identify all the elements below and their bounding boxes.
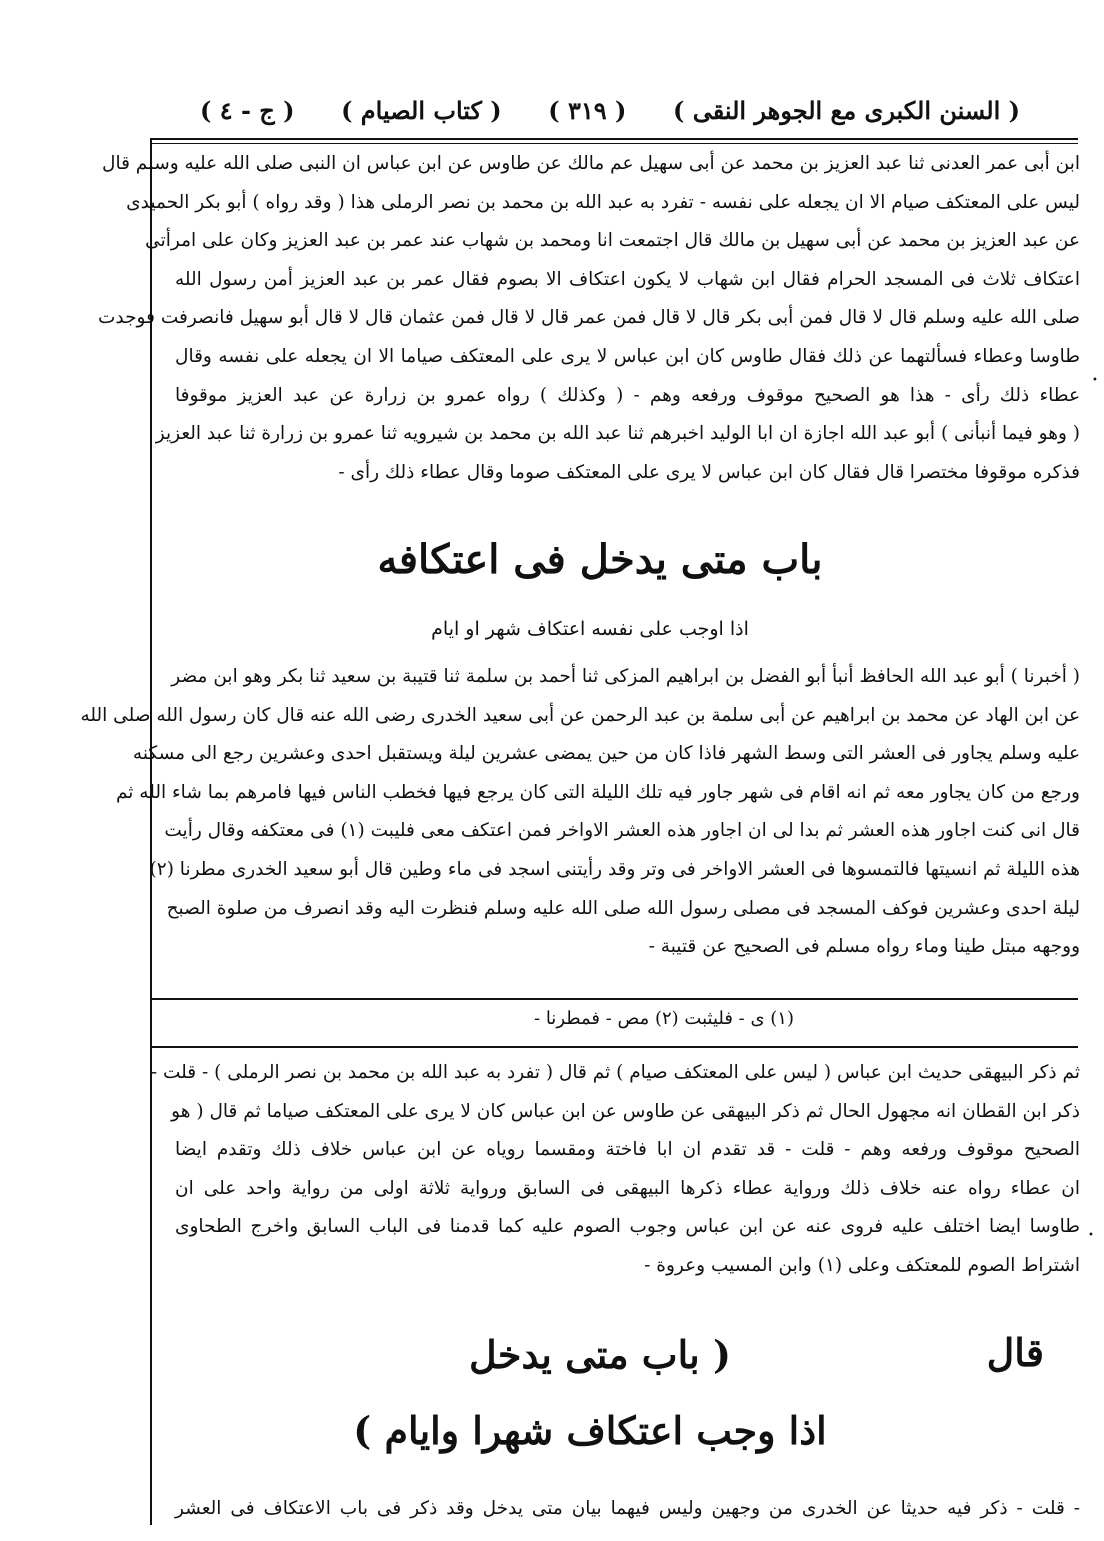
text-line: ( وهو فيما أنبأنى ) أبو عبد الله اجازة ان ابا الوليد اخبرهم ثنا عبد الله بن محمد بن شيرويه ثنا عمرو بن زرارة ثنا عبد العزيز — [155, 423, 1080, 445]
text-line: هذه الليلة ثم انسيتها فالتمسوها فى العشر الاواخر فى وتر وقد رأيتنى اسجد فى ماء وطين قال أبو سعيد الخدرى مطرنا (٢) — [149, 858, 1080, 880]
text-line: ان عطاء رواه عنه خلاف ذلك ورواية عطاء ذكرها البيهقى فى السابق ورواية ثلاثة اولى من رواية واحد على ان — [175, 1177, 1080, 1199]
text-line: ورجع من كان يجاور معه ثم انه اقام فى شهر جاور فيه تلك الليلة التى كان يرجع فيها فخطب الناس فيها فامرهم بما شاء الله ثم — [115, 781, 1080, 803]
margin-mark: • — [1088, 1230, 1094, 1241]
text-line: ذكر ابن القطان انه مجهول الحال ثم ذكر البيهقى عن طاوس عن ابن عباس كان لا يرى على المعتكف صياما ثم قال ( هو — [171, 1100, 1080, 1122]
text-line: عليه وسلم يجاور فى العشر التى وسط الشهر فاذا كان من حين يمضى عشرين ليلة ويستقبل احدى وعشرين رجع الى مسكنه — [132, 743, 1080, 765]
page-number: ( ٣١٩ ) — [548, 95, 627, 125]
text-line: طاوسا وعطاء فسألتهما عن ذلك فقال طاوس كان ابن عباس لا يرى على المعتكف صياما الا ان يجعله على نفسه وقال — [175, 345, 1080, 367]
book-title: ( السنن الكبرى مع الجوهر النقى ) — [672, 95, 1020, 125]
text-line: ووجهه مبتل طينا وماء رواه مسلم فى الصحيح عن قتيبة - — [648, 936, 1080, 958]
footnote-separator — [150, 998, 1078, 1000]
text-line: ابن أبى عمر العدنى ثنا عبد العزيز بن محمد عن أبى سهيل عم مالك عن طاوس عن ابن عباس ان النبى صلى الله عليه وسلم قال — [102, 153, 1080, 174]
text-line: ليلة احدى وعشرين فوكف المسجد فى مصلى رسول الله صلى الله عليه وسلم فنظرت اليه وقد انصرف من صلوة الصبح — [166, 897, 1080, 919]
header-rule-thin — [150, 143, 1078, 144]
section-title: ( كتاب الصيام ) — [341, 95, 502, 125]
text-line: قال انى كنت اجاور هذه العشر ثم بدا لى ان اجاور هذه العشر الاواخر فمن اعتكف معى فليبت (١) فى معتكفه وقال رأيت — [164, 820, 1080, 842]
qal-heading: قال — [986, 1330, 1044, 1375]
volume-number: ( ج - ٤ ) — [200, 95, 295, 125]
last-line-text — [175, 1490, 1080, 1529]
bab-heading-2: اذا وجب اعتكاف شهرا وايام ) — [353, 1408, 827, 1453]
chapter-title: باب متى يدخل فى اعتكافه — [377, 536, 823, 583]
text-line: ليس على المعتكف صيام الا ان يجعله على نفسه - تفرد به عبد الله بن محمد بن نصر الرملى هذا ( وقد رواه ) أبو بكر الحميدى — [126, 191, 1080, 213]
text-line: عن عبد العزيز بن محمد عن أبى سهيل بن مالك قال اجتمعت انا ومحمد بن شهاب عند عمر بن عبد العزيز وكان على امرأتى — [145, 230, 1080, 252]
text-line: عن ابن الهاد عن محمد بن ابراهيم عن أبى سلمة بن عبد الرحمن عن أبى سعيد الخدرى رضى الله عنه قال كان رسول الله صلى الله — [80, 704, 1080, 726]
text-line: - قلت - ذكر فيه حديثا عن الخدرى من وجهين وليس فيهما بيان متى يدخل وقد ذكر فى باب الاعتكاف فى العشر — [175, 1498, 1080, 1519]
commentary-separator — [150, 1046, 1078, 1048]
text-line: فذكره موقوفا مختصرا قال فقال كان ابن عباس لا يرى على المعتكف صوما وقال عطاء ذلك رأى - — [338, 461, 1080, 483]
margin-mark: • — [1092, 375, 1098, 386]
commentary-text — [150, 1054, 1080, 1286]
main-text-part-2 — [80, 658, 1080, 967]
chapter-subtitle: اذا اوجب على نفسه اعتكاف شهر او ايام — [431, 618, 749, 640]
running-header — [200, 90, 1020, 130]
main-text-part-1 — [97, 145, 1080, 492]
text-line: ( أخبرنا ) أبو عبد الله الحافظ أنبأ أبو الفضل بن ابراهيم المزكى ثنا أحمد بن سلمة ثنا قتيبة بن سعيد ثنا بكر وهو ابن مضر — [171, 666, 1080, 687]
text-line: عطاء ذلك رأى - هذا هو الصحيح موقوف ورفعه وهم - ( وكذلك ) رواه عمرو بن زرارة عن عبد العزيز موقوفا — [175, 384, 1080, 406]
text-line: طاوسا ايضا اختلف عليه فروى عنه عن ابن عباس وجوب الصوم عليه كما قدمنا فى الباب السابق واخرج الطحاوى — [175, 1216, 1080, 1238]
left-margin-rule — [150, 140, 152, 1525]
footnote: (١) ى - فليثبت (٢) مص - فمطرنا - — [534, 1008, 794, 1029]
text-line: اعتكاف ثلاث فى المسجد الحرام فقال ابن شهاب لا يكون اعتكاف الا بصوم فقال عمر بن عبد العزيز أمن رسول الله — [175, 268, 1080, 290]
text-line: ثم ذكر البيهقى حديث ابن عباس ( ليس على المعتكف صيام ) ثم قال ( تفرد به عبد الله بن محمد بن نصر الرملى ) - قلت - — [150, 1062, 1080, 1083]
header-rule — [150, 138, 1078, 140]
text-line: صلى الله عليه وسلم قال لا قال فمن أبى بكر قال لا قال فمن عمر قال لا قال فمن عثمان قال لا قال أبو سهيل فانصرفت فوجدت — [97, 307, 1080, 329]
text-line: اشتراط الصوم للمعتكف وعلى (١) وابن المسيب وعروة - — [644, 1254, 1080, 1276]
bab-heading-1: ( باب متى يدخل — [469, 1332, 731, 1377]
text-line: الصحيح موقوف ورفعه وهم - قلت - قد تقدم ان ابا فاختة ومقسما روياه عن ابن عباس خلاف ذلك وتقدم ايضا — [175, 1139, 1080, 1161]
